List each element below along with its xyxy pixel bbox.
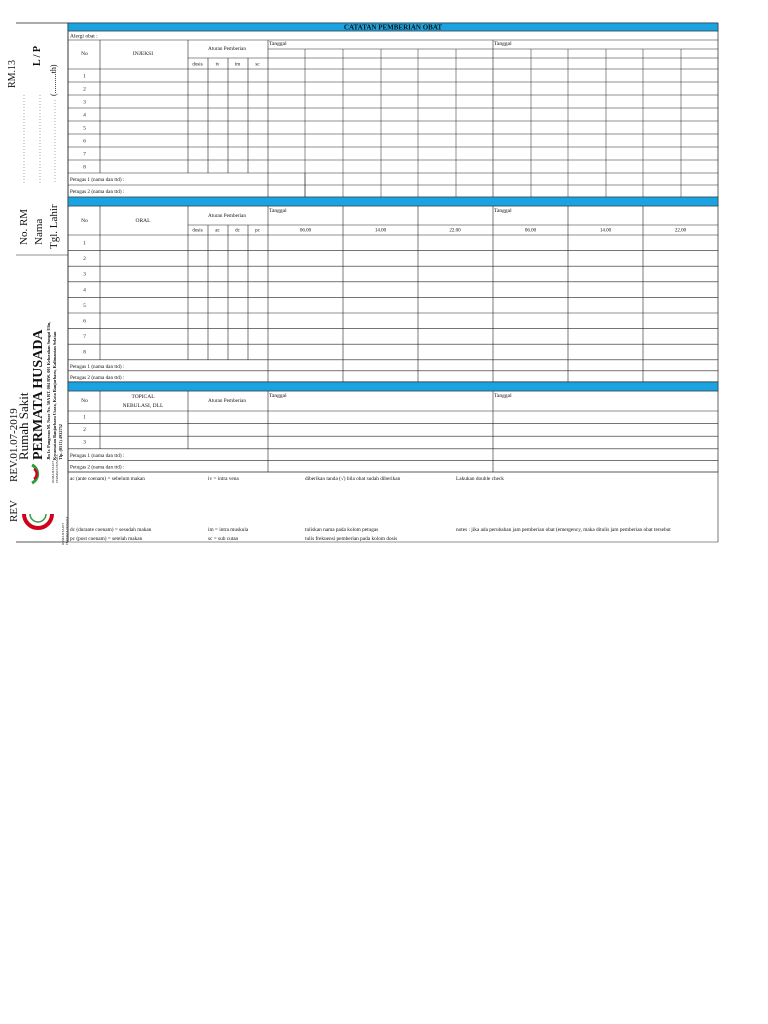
oral-header: ORAL	[135, 218, 151, 224]
topical-petugas-2: Petugas 2 (nama dan ttd) :	[70, 464, 125, 471]
rm-code: RM.13	[7, 59, 18, 88]
oral-row-number: 3	[83, 271, 86, 278]
injeksi-petugas-2: Petugas 2 (nama dan ttd) :	[70, 189, 125, 195]
injeksi-aturan-header: Aturan Pemberian	[208, 46, 246, 52]
oral-time-3: 22.00	[449, 228, 461, 234]
dob-label: Tgl. Lahir	[48, 204, 60, 249]
topical-header-2: NEBULASI, DLL	[122, 403, 164, 409]
injeksi-row-number: 3	[83, 99, 86, 106]
oral-row-number: 6	[83, 318, 86, 325]
oral-tanggal-2: Tanggal	[494, 208, 512, 214]
injeksi-row-number: 7	[83, 151, 86, 158]
topical-band	[68, 382, 718, 391]
injeksi-no-header: No	[81, 51, 88, 57]
topical-aturan-header: Aturan Pemberian	[208, 398, 246, 404]
form-revision-clipped: REV	[8, 500, 20, 522]
hospital-address-1: Jln Ir. Pangeran M. Noor No. 50A RT. 004 RW. 001 Kelurahan Sungai Ulin,	[46, 321, 51, 460]
oral-time-4: 06.00	[524, 228, 537, 234]
age-label: (..........th)	[49, 64, 58, 96]
patient-sidebar	[7, 23, 69, 545]
form-revision: REV.01.07-2019	[8, 408, 20, 482]
hospital-prefix: Rumah Sakit	[16, 392, 31, 460]
legend-iv: iv = intra vena	[208, 476, 239, 482]
oral-row-number: 5	[83, 302, 86, 309]
injeksi-tanggal-2: Tanggal	[494, 41, 512, 47]
hospital-logo-lower-icon	[24, 514, 69, 545]
oral-petugas-1: Petugas 1 (nama dan ttd) :	[70, 363, 125, 370]
logo-text-1: RUMAH SAKIT	[51, 460, 55, 483]
injeksi-row-number: 8	[83, 164, 86, 171]
oral-subcol-pc: pc	[255, 228, 260, 234]
legend-double-check: Lakukan double check	[456, 476, 504, 482]
allergy-label: Alergi obat :	[70, 33, 98, 40]
oral-subcol-dc: dc	[235, 228, 240, 234]
oral-aturan-header: Aturan Pemberian	[208, 213, 246, 219]
legend-note-frekuensi: tulis frekuensi pemberian pada kolom dosis	[305, 536, 398, 542]
oral-time-5: 14.00	[599, 228, 612, 234]
injeksi-row-number: 5	[83, 125, 86, 132]
injeksi-petugas-1: Petugas 1 (nama dan ttd) :	[70, 177, 125, 183]
legend	[70, 475, 671, 542]
grid-lines	[68, 23, 718, 542]
injeksi-row-number: 6	[83, 138, 86, 145]
oral-row-number: 1	[83, 240, 86, 247]
oral-band	[68, 197, 718, 206]
oral-tanggal-1: Tanggal	[269, 208, 287, 214]
oral-row-number: 8	[83, 349, 86, 356]
hospital-phone: Tlp. (0511) 4932752	[58, 424, 63, 460]
topical-tanggal-1: Tanggal	[269, 393, 287, 399]
injeksi-tanggal-1: Tanggal	[269, 41, 287, 47]
topical-tanggal-2: Tanggal	[494, 393, 512, 399]
oral-subcol-dosis: dosis	[192, 228, 203, 234]
oral-no-header: No	[81, 218, 88, 224]
injeksi-row-number: 1	[83, 73, 86, 80]
topical-row-number: 1	[83, 414, 86, 421]
form-title: CATATAN PEMBERIAN OBAT	[343, 23, 443, 32]
logo-lower-text-1: RUMAH SAKIT	[61, 522, 65, 545]
legend-pc: pc (post coenam) = setelah makan	[70, 536, 143, 542]
legend-notes: notes : jika ada perubahan jam pemberian obat (emergency, maka ditulis jam pemberian obat tersebut	[456, 527, 671, 533]
logo-text-2: PERMATA HUSADA	[55, 454, 59, 483]
oral-row-number: 7	[83, 334, 86, 341]
hospital-address-2: Kecamatan Banjarbaru Utara, Kota Banjarbaru, Kalimantan Selatan	[52, 331, 57, 460]
legend-note-petugas: tuliskan nama pada kolom petugas	[305, 527, 379, 533]
legend-ac: ac (ante coenam) = sebelum makan	[70, 476, 145, 482]
gender-label: L / P	[32, 45, 43, 66]
legend-im: im = intra muskula	[208, 527, 249, 533]
legend-sc: sc = sub cutan	[208, 536, 239, 542]
oral-petugas-2: Petugas 2 (nama dan ttd) :	[70, 374, 125, 381]
hospital-name: PERMATA HUSADA	[31, 329, 46, 460]
legend-dc: dc (durante coenam) = sesudah makan	[70, 527, 152, 533]
oral-row-number: 2	[83, 256, 86, 263]
topical-row-number: 2	[83, 427, 86, 434]
injeksi-row-number: 2	[83, 86, 86, 93]
oral-time-6: 22.00	[674, 228, 687, 234]
injeksi-row-number: 4	[83, 112, 86, 119]
no-rm-label: No. RM	[18, 208, 30, 245]
injeksi-header: INJEKSI	[132, 51, 154, 57]
legend-note-checkmark: diberikan tanda (√) bila obat sudah diberikan	[305, 476, 401, 482]
oral-time-2: 14.00	[374, 228, 387, 234]
topical-no-header: No	[81, 398, 88, 404]
injeksi-subcol-dosis: dosis	[192, 62, 203, 68]
logo-lower-text-2: PERMATA HUSADA	[65, 516, 69, 545]
topical-row-number: 3	[83, 439, 86, 446]
oral-row-number: 4	[83, 287, 86, 294]
topical-petugas-1: Petugas 1 (nama dan ttd) :	[70, 452, 125, 459]
injeksi-subcol-im: im	[234, 62, 241, 68]
injeksi-subcol-iv: iv	[215, 62, 220, 68]
topical-header-1: TOPICAL	[131, 394, 155, 400]
injeksi-subcol-sc: sc	[255, 62, 260, 68]
oral-subcol-ac: ac	[215, 228, 220, 234]
patient-name-label: Nama	[33, 218, 45, 245]
oral-time-1: 06.00	[299, 228, 312, 234]
